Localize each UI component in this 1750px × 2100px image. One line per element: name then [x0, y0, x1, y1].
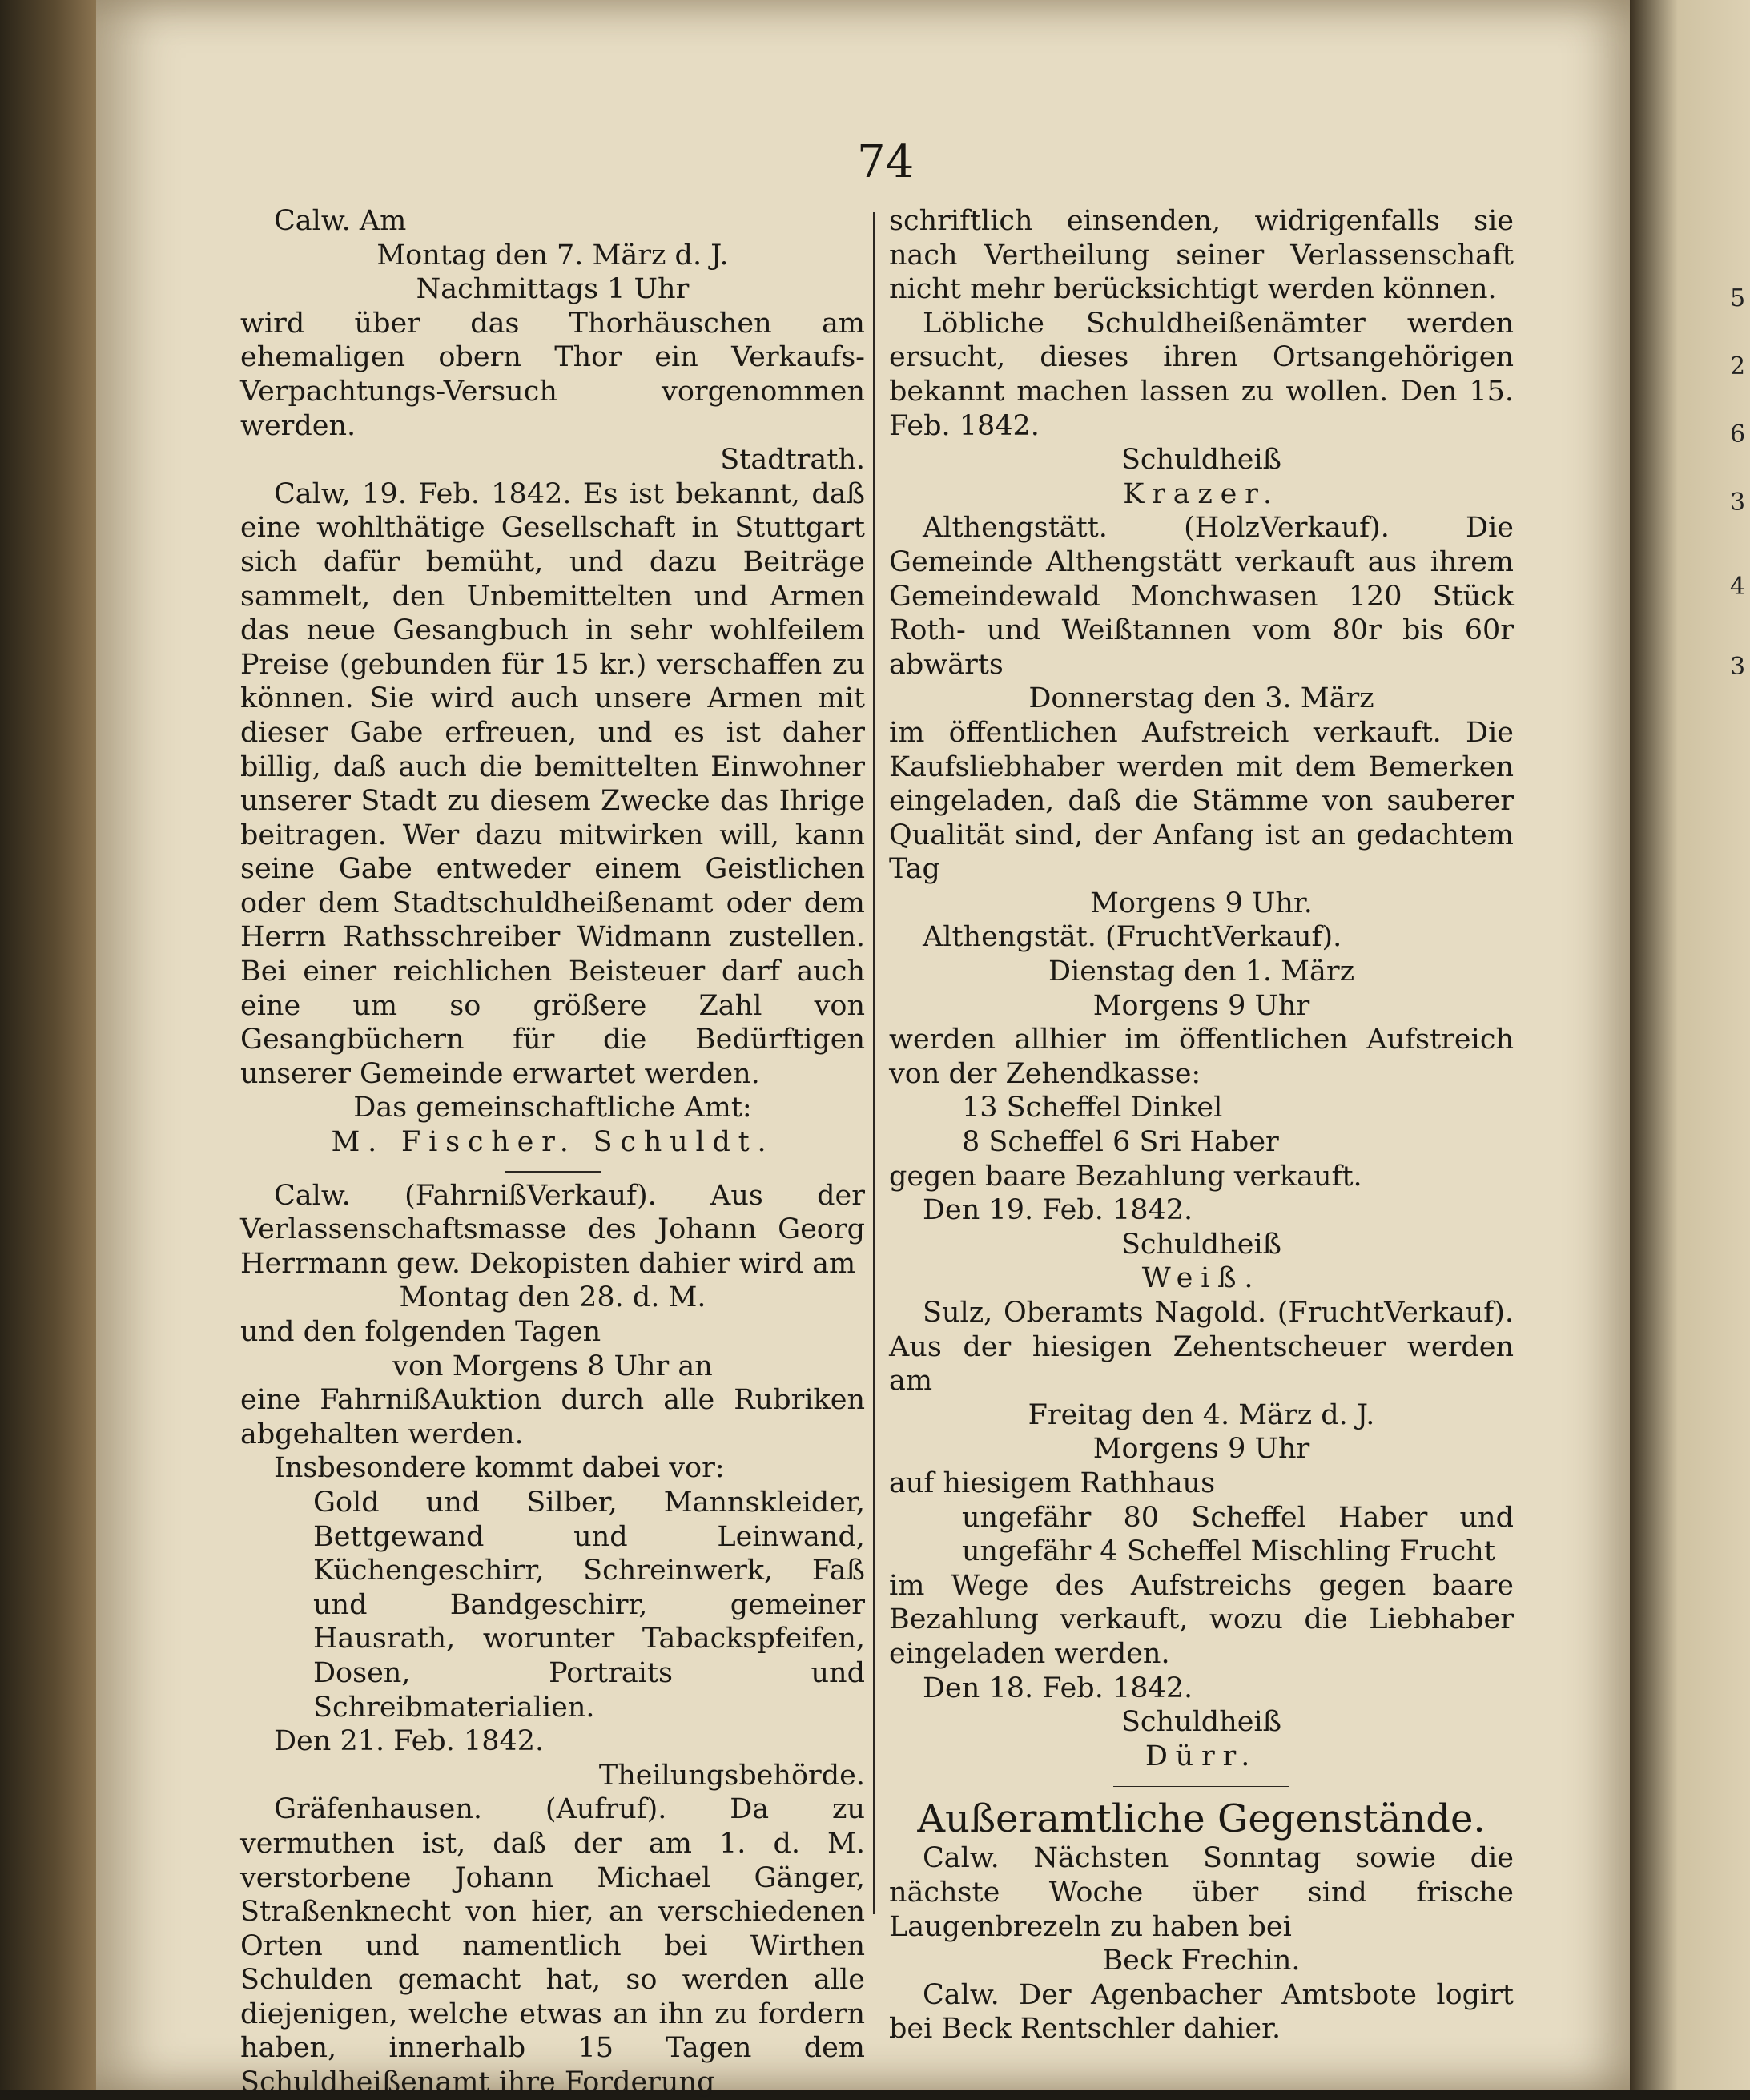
text-line: Schuldheiß	[1120, 1228, 1282, 1261]
text-line: Löbliche Schuldheißenämter werden ersucht, dieses ihren Ortsangehörigen bekannt machen lassen zu wollen. Den 15. Feb. 1842.	[889, 307, 1514, 442]
next-page-fragment: 4	[1730, 573, 1746, 601]
text-line: Calw. Am	[274, 205, 407, 237]
text-line: Morgens 9 Uhr.	[1090, 887, 1313, 919]
text-line: Gold und Silber, Mannskleider, Bettgewand und Leinwand, Küchengeschirr, Schreinwerk, Faß und Bandgeschirr, gemeiner Hausrath, worunter Tabackspfeifen, Dosen, Portraits und Schreibmaterialien.	[313, 1486, 865, 1724]
text-line: Calw, 19. Feb. 1842. Es ist bekannt, daß eine wohlthätige Gesellschaft in Stuttgart sich dafür bemüht, und dazu Beiträge sammelt, den Unbemittelten und Armen das neue Gesangbuch in sehr wohlfeilem Preise (gebunden für 15 kr.) verschaffen zu können. Sie wird auch unsere Armen mit dieser Gabe erfreuen, und es ist daher billig, daß auch die bemittelten Einwohner unserer Stadt zu diesem Zwecke das Ihrige beitragen. Wer dazu mitwirken will, kann seine Gabe entweder einem Geistlichen oder dem Stadtschuldheißenamt oder dem Herrn Rathsschreiber Widmann zustellen. Bei einer reichlichen Beisteuer darf auch eine um so größere Zahl von Gesangbüchern für die Bedürftigen unserer Gemeinde erwartet werden.	[240, 477, 865, 1090]
column-divider	[873, 212, 875, 1914]
text-line: Calw. (FahrnißVerkauf). Aus der Verlassenschaftsmasse des Johann Georg Herrmann gew. Dekopisten dahier wird am	[240, 1179, 865, 1280]
text-line: Freitag den 4. März d. J.	[1028, 1398, 1375, 1431]
text-line: Insbesondere kommt dabei vor:	[274, 1452, 725, 1485]
text-line: Calw. Der Agenbacher Amtsbote logirt bei Beck Rentschler dahier.	[889, 1978, 1514, 2046]
section-rule	[1113, 1786, 1289, 1788]
text-line: Althengstätt. (HolzVerkauf). Die Gemeinde Althengstätt verkauft aus ihrem Gemeindewald Monchwasen 120 Stück Roth- und Weißtannen vom 80r bis 60r abwärts	[889, 512, 1514, 681]
left-column	[240, 204, 865, 2100]
right-column	[889, 204, 1514, 2046]
text-line: Donnerstag den 3. März	[1028, 682, 1374, 715]
text-line: Montag den 28. d. M.	[399, 1281, 706, 1314]
text-line: M. Fischer. Schuldt.	[331, 1126, 774, 1159]
text-line: Calw. Nächsten Sonntag sowie die nächste Woche über sind frische Laugenbrezeln zu haben bei	[889, 1842, 1514, 1943]
text-line: eine FahrnißAuktion durch alle Rubriken abgehalten werden.	[240, 1384, 865, 1450]
text-line: Schuldheiß	[1120, 444, 1282, 477]
next-page-fragment: 5	[1730, 284, 1746, 312]
next-page-fragment: 6	[1730, 420, 1746, 449]
text-line: Krazer.	[1123, 477, 1280, 510]
text-line: Den 18. Feb. 1842.	[923, 1672, 1193, 1704]
next-page-fragment: 2	[1730, 352, 1746, 380]
text-line: ungefähr 80 Scheffel Haber und ungefähr 4 Scheffel Mischling Frucht	[962, 1501, 1514, 1568]
text-line: 13 Scheffel Dinkel	[962, 1092, 1223, 1124]
text-line: 8 Scheffel 6 Sri Haber	[962, 1126, 1279, 1159]
section-rule	[505, 1171, 601, 1173]
text-line: im öffentlichen Aufstreich verkauft. Die Kaufsliebhaber werden mit dem Bemerken eingeladen, daß die Stämme von sauberer Qualität sind, der Anfang ist an gedachtem Tag	[889, 716, 1514, 886]
text-line: Dürr.	[1145, 1740, 1258, 1772]
text-line: Gräfenhausen. (Aufruf). Da zu vermuthen ist, daß der am 1. d. M. verstorbene Johann Michael Gänger, Straßenknecht von hier, an verschiedenen Orten und namentlich bei Wirthen Schulden gemacht hat, so werden alle diejenigen, welche etwas an ihn zu fordern haben, innerhalb 15 Tagen dem Schuldheißenamt ihre Forderung	[240, 1793, 865, 2099]
next-page-fragment: 3	[1730, 489, 1746, 517]
text-line: von Morgens 8 Uhr an	[392, 1350, 713, 1382]
text-line: werden allhier im öffentlichen Aufstreich von der Zehendkasse:	[889, 1024, 1514, 1090]
next-page-edge	[1630, 0, 1750, 2090]
text-line: Althengstät. (FruchtVerkauf).	[923, 921, 1342, 954]
text-line: Nachmittags 1 Uhr	[416, 273, 690, 306]
text-line: gegen baare Bezahlung verkauft.	[889, 1160, 1362, 1193]
text-line: schriftlich einsenden, widrigenfalls sie nach Vertheilung seiner Verlassenschaft nicht mehr berücksichtigt werden können.	[889, 205, 1514, 306]
text-line: Den 19. Feb. 1842.	[923, 1194, 1193, 1227]
page-number: 74	[857, 136, 915, 188]
text-line: im Wege des Aufstreichs gegen baare Bezahlung verkauft, wozu die Liebhaber eingeladen werden.	[889, 1569, 1514, 1670]
text-line: Montag den 7. März d. J.	[376, 239, 729, 272]
text-line: und den folgenden Tagen	[240, 1316, 601, 1348]
section-heading: Außeramtliche Gegenstände.	[917, 1796, 1486, 1842]
text-line: Beck Frechin.	[1102, 1945, 1301, 1977]
text-line: Sulz, Oberamts Nagold. (FruchtVerkauf). Aus der hiesigen Zehentscheuer werden am	[889, 1297, 1514, 1398]
text-line: Weiß.	[1141, 1262, 1261, 1295]
text-line: Morgens 9 Uhr	[1092, 989, 1310, 1022]
text-line: wird über das Thorhäuschen am ehemaligen obern Thor ein Verkaufs-Verpachtungs-Versuch vorgenommen werden.	[240, 307, 865, 442]
text-line: Morgens 9 Uhr	[1092, 1433, 1310, 1466]
text-line: Theilungsbehörde.	[598, 1759, 865, 1792]
text-line: Das gemeinschaftliche Amt:	[353, 1092, 752, 1124]
text-line: auf hiesigem Rathhaus	[889, 1466, 1216, 1499]
text-line: Den 21. Feb. 1842.	[274, 1725, 545, 1758]
text-line: Dienstag den 1. März	[1048, 955, 1355, 988]
text-line: Schuldheiß	[1120, 1706, 1282, 1739]
text-line: Stadtrath.	[720, 444, 865, 477]
next-page-fragment: 3	[1730, 653, 1746, 681]
